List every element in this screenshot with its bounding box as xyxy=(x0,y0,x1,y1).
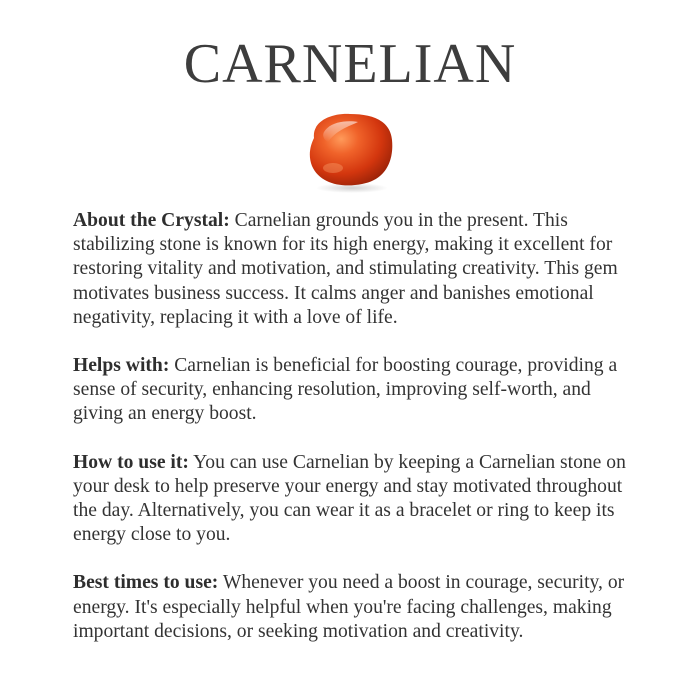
section-how-to-use xyxy=(73,451,643,548)
crystal-description xyxy=(73,209,643,668)
section-text: Carnelian is beneficial for boosting courage, providing a sense of security, enhancing resolution, improving self-worth, and giving an energy boost. xyxy=(73,355,618,425)
section-text: Whenever you need a boost in courage, security, or energy. It's especially helpful when you're facing challenges, making important decisions, or seeking motivation and creativity. xyxy=(73,572,625,642)
section-label: Helps with: xyxy=(73,355,170,377)
carnelian-stone-image xyxy=(300,108,400,194)
section-text: Carnelian grounds you in the present. This stabilizing stone is known for its high energy, making it excellent for restoring vitality and motivation, and stimulating creativity. This gem motivates business success. It calms anger and banishes emotional negativity, replacing it with a love of life. xyxy=(73,210,618,328)
section-label: Best times to use: xyxy=(73,572,219,594)
page-title: CARNELIAN xyxy=(183,33,517,95)
section-helps-with xyxy=(73,354,643,427)
section-about xyxy=(73,209,643,330)
section-text: You can use Carnelian by keeping a Carnelian stone on your desk to help preserve your energy and stay motivated throughout the day. Alternatively, you can wear it as a bracelet or ring to keep its energy close to you. xyxy=(73,451,626,546)
section-label: How to use it: xyxy=(73,451,189,473)
section-best-times xyxy=(73,571,643,644)
section-label: About the Crystal: xyxy=(73,210,230,231)
